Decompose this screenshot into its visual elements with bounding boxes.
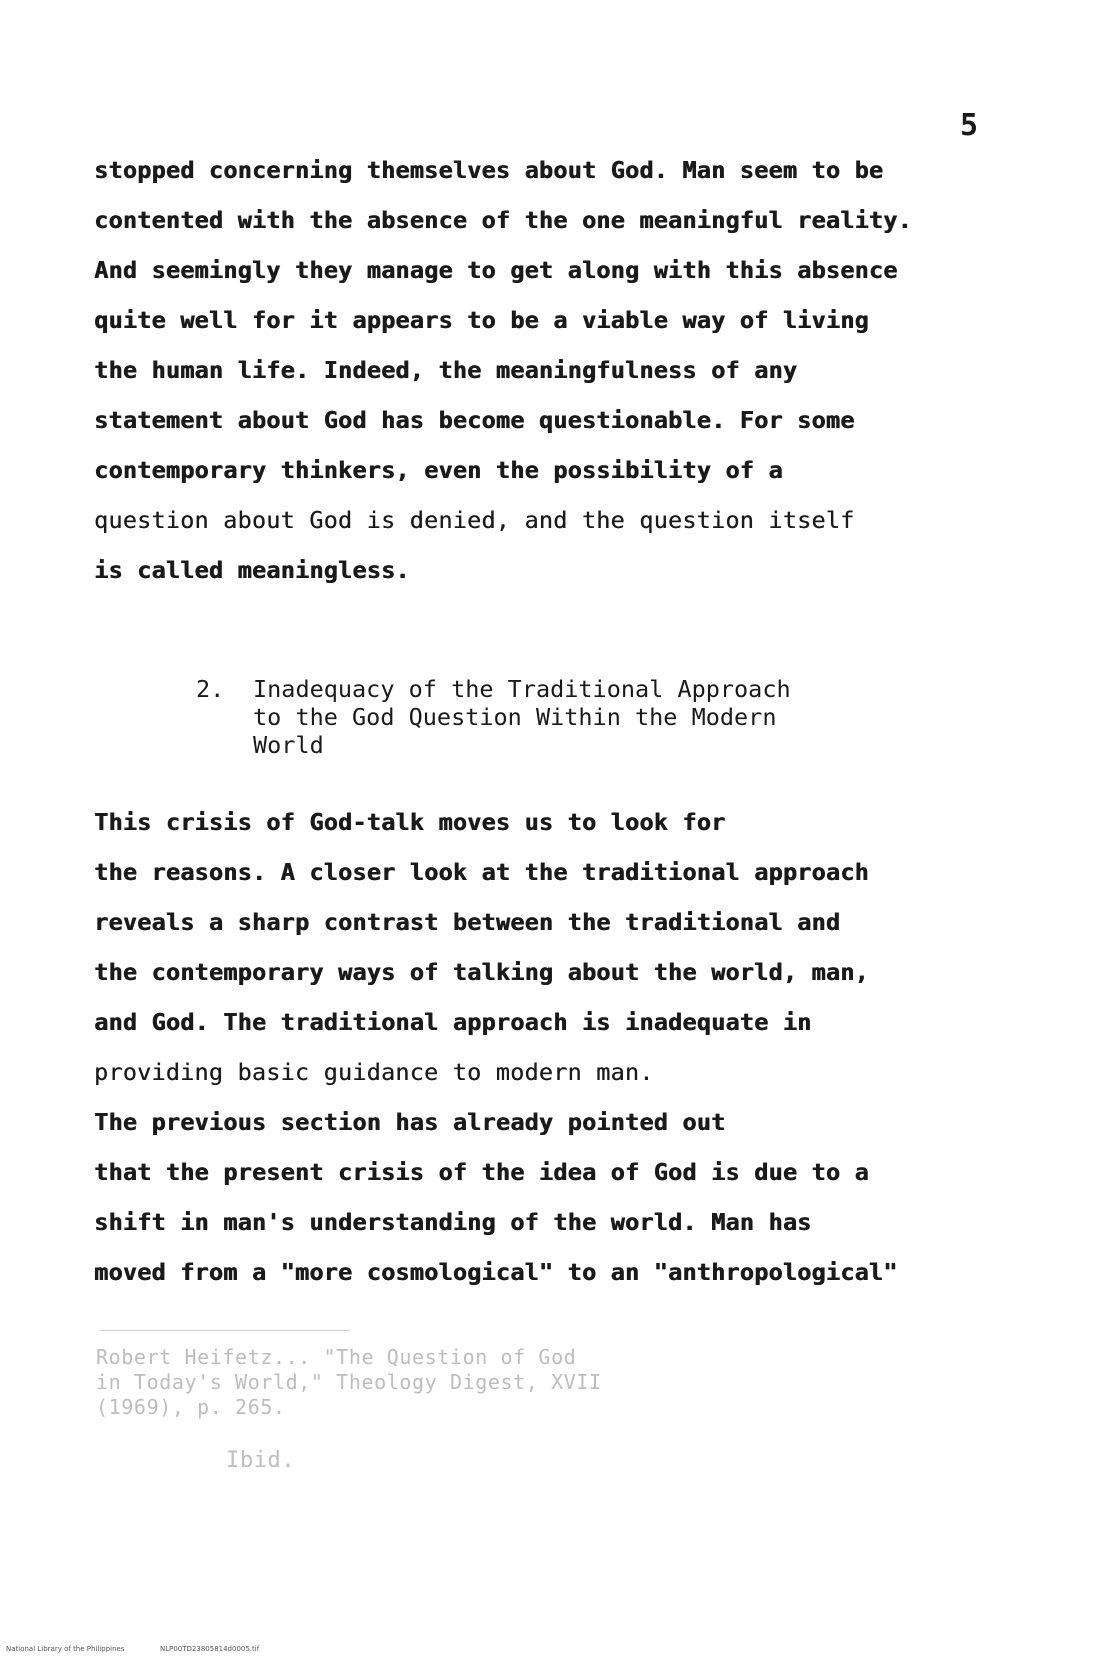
footnote-line: in Today's World," Theology Digest, XVII bbox=[96, 1370, 602, 1394]
page-number: 5 bbox=[960, 108, 979, 143]
paragraph-1-line: statement about God has become questionable. For some bbox=[94, 406, 855, 434]
paragraph-3-line: that the present crisis of the idea of God is due to a bbox=[94, 1158, 869, 1186]
paragraph-2-line: the contemporary ways of talking about the world, man, bbox=[94, 958, 869, 986]
file-id-footer: NLP00TD23805814d0005.tif bbox=[160, 1645, 260, 1653]
footnote-ibid: Ibid. bbox=[226, 1448, 296, 1473]
library-footer: National Library of the Philippines bbox=[6, 1645, 125, 1653]
paragraph-1-line: the human life. Indeed, the meaningfulness of any bbox=[94, 356, 798, 384]
paragraph-2-line: the reasons. A closer look at the traditional approach bbox=[94, 858, 869, 886]
paragraph-3-line: moved from a "more cosmological" to an "anthropological" bbox=[94, 1258, 898, 1286]
paragraph-2-line: This crisis of God-talk moves us to look for bbox=[94, 808, 726, 836]
paragraph-1-line: is called meaningless. bbox=[94, 556, 410, 584]
paragraph-2-line: providing basic guidance to modern man. bbox=[94, 1058, 654, 1086]
section-heading-line: World bbox=[253, 731, 324, 759]
paragraph-2-line: and God. The traditional approach is inadequate in bbox=[94, 1008, 812, 1036]
footnote-line: Robert Heifetz... "The Question of God bbox=[96, 1345, 577, 1369]
paragraph-2-line: reveals a sharp contrast between the traditional and bbox=[94, 908, 841, 936]
paragraph-1-line: question about God is denied, and the question itself bbox=[94, 506, 855, 534]
paragraph-3-line: shift in man's understanding of the world. Man has bbox=[94, 1208, 812, 1236]
paragraph-1-line: quite well for it appears to be a viable way of living bbox=[94, 306, 869, 334]
footnote-divider bbox=[100, 1330, 350, 1331]
footnote-line: (1969), p. 265. bbox=[96, 1395, 286, 1419]
section-heading-line: Inadequacy of the Traditional Approach bbox=[253, 675, 791, 703]
section-number: 2. bbox=[196, 675, 225, 703]
paragraph-1-line: stopped concerning themselves about God. Man seem to be bbox=[94, 156, 884, 184]
paragraph-1-line: And seemingly they manage to get along with this absence bbox=[94, 256, 898, 284]
paragraph-3-line: The previous section has already pointed out bbox=[94, 1108, 726, 1136]
section-heading-line: to the God Question Within the Modern bbox=[253, 703, 777, 731]
paragraph-1-line: contemporary thinkers, even the possibility of a bbox=[94, 456, 783, 484]
paragraph-1-line: contented with the absence of the one meaningful reality. bbox=[94, 206, 912, 234]
